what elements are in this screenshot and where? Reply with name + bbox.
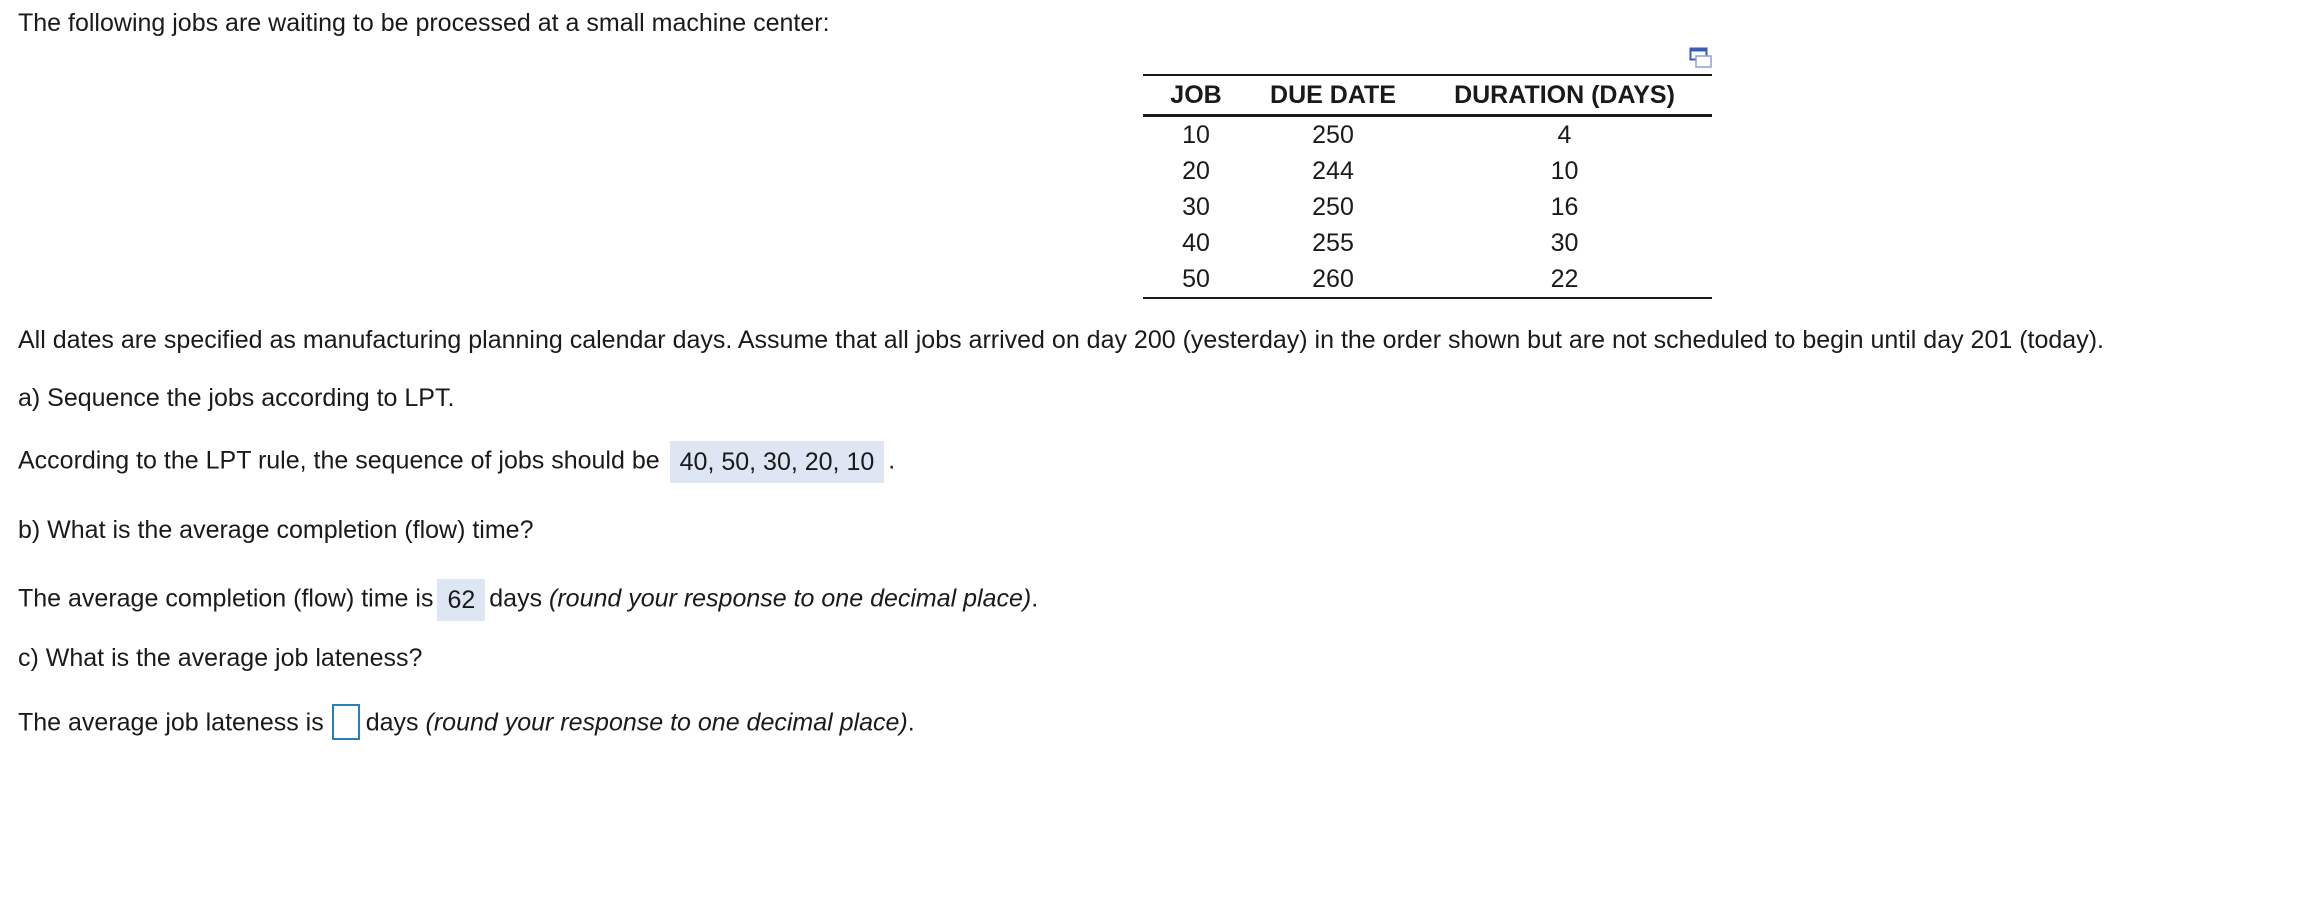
cell-duration: 30 <box>1550 228 1579 257</box>
cell-due-date: 255 <box>1312 228 1354 257</box>
answer-a-suffix: . <box>888 446 896 475</box>
answer-a-field[interactable]: 40, 50, 30, 20, 10 <box>670 441 885 483</box>
header-due-date: DUE DATE <box>1249 75 1417 116</box>
cell-job: 20 <box>1182 156 1210 185</box>
cell-duration: 4 <box>1557 120 1572 149</box>
answer-c-suffix: . <box>907 708 915 737</box>
question-c: c) What is the average job lateness? <box>18 644 423 672</box>
table-row <box>1143 225 1712 261</box>
answer-b-note: (round your response to one decimal place) <box>549 584 1032 613</box>
header-job: JOB <box>1143 75 1249 116</box>
table-row <box>1143 189 1712 225</box>
cell-due-date: 244 <box>1312 156 1354 185</box>
cell-job: 30 <box>1182 192 1210 221</box>
cell-due-date: 250 <box>1312 120 1354 149</box>
answer-c-prefix: The average job lateness is <box>18 708 324 737</box>
cell-job: 40 <box>1182 228 1210 257</box>
question-b: b) What is the average completion (flow) time? <box>18 516 534 544</box>
assumption-text: All dates are specified as manufacturing planning calendar days. Assume that all jobs arrived on day 200 (yesterday) in the order shown but are not scheduled to begin until day 201 (today). <box>18 326 2104 354</box>
cell-job: 10 <box>1182 120 1210 149</box>
table-row <box>1143 261 1712 298</box>
copy-table-icon[interactable] <box>1689 47 1713 69</box>
jobs-table <box>1143 74 1712 299</box>
answer-c-unit: days <box>365 708 419 737</box>
answer-c-input[interactable] <box>332 704 360 740</box>
answer-c-line <box>18 706 915 742</box>
question-a: a) Sequence the jobs according to LPT. <box>18 384 455 412</box>
cell-job: 50 <box>1143 261 1249 298</box>
header-duration: DURATION (DAYS) <box>1417 75 1712 116</box>
answer-a-line <box>18 441 895 483</box>
answer-a-prefix: According to the LPT rule, the sequence of jobs should be <box>18 446 660 475</box>
table-header-row <box>1143 75 1712 116</box>
answer-b-unit: days <box>489 584 543 613</box>
answer-b-line <box>18 579 1038 621</box>
cell-due-date: 260 <box>1249 261 1417 298</box>
cell-duration: 16 <box>1550 192 1579 221</box>
cell-duration: 22 <box>1417 261 1712 298</box>
answer-b-suffix: . <box>1031 584 1039 613</box>
cell-duration: 10 <box>1550 156 1579 185</box>
intro-text: The following jobs are waiting to be processed at a small machine center: <box>18 9 830 37</box>
cell-due-date: 250 <box>1312 192 1354 221</box>
table-row <box>1143 153 1712 189</box>
answer-b-prefix: The average completion (flow) time is <box>18 584 434 613</box>
answer-b-field[interactable]: 62 <box>437 579 485 621</box>
answer-c-note: (round your response to one decimal place) <box>425 708 908 737</box>
table-row <box>1143 116 1712 154</box>
